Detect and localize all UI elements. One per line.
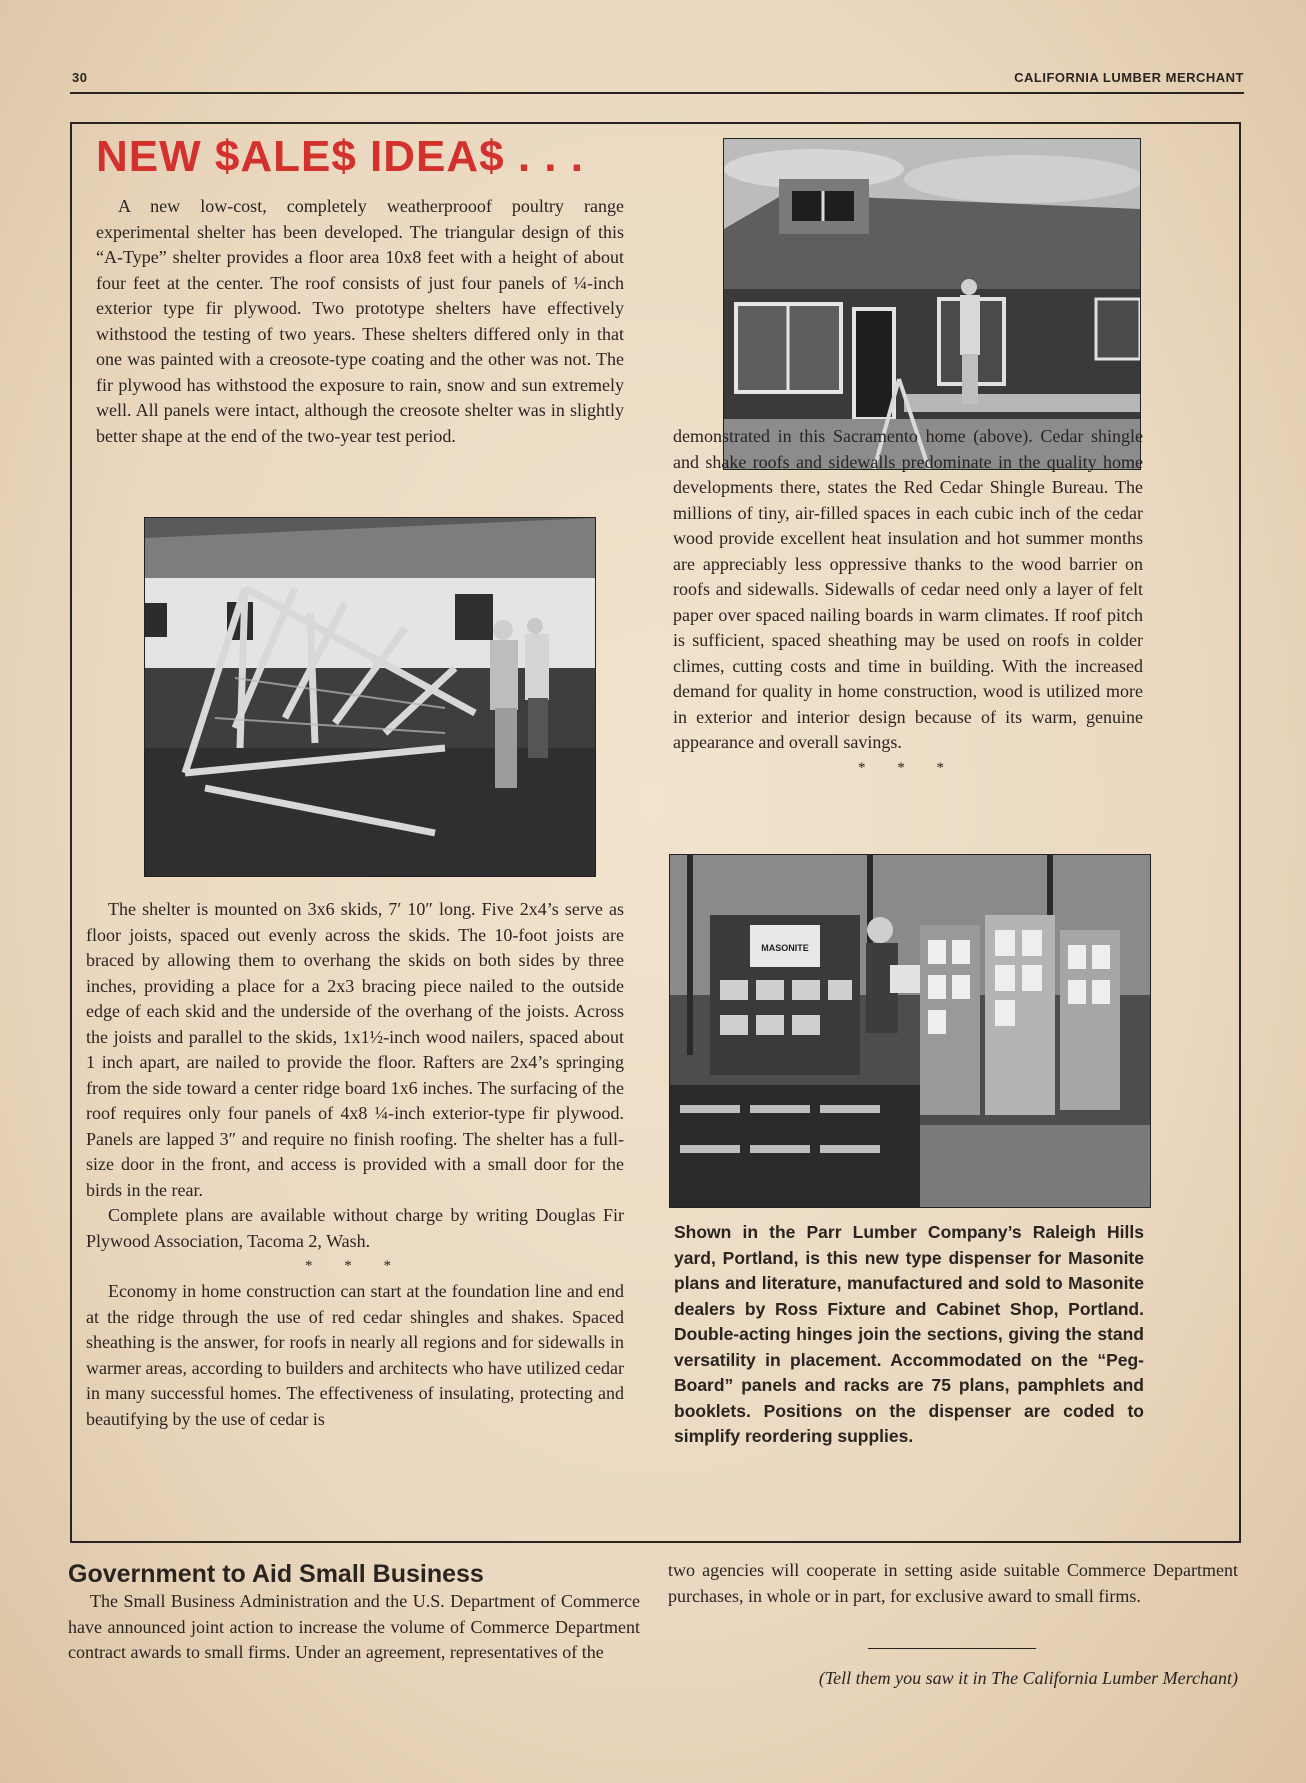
page-header: [70, 66, 1244, 94]
section-separator-right: * * *: [858, 759, 958, 776]
shelter-details-paragraph: The shelter is mounted on 3x6 skids, 7′ 10″ long. Five 2x4’s serve as floor joists, spaced out evenly across the skids. The 10-foot joists are braced by allowing them to overhang the skids on both sides by three inches, providing a place for a 2x3 bracing piece nailed to the outside edge of each skid and the underside of the overhang of the joists. Across the joists and parallel to the skids, 1x1½-inch wood nailers, spaced about 1 inch apart, are nailed to provide the floor. Rafters are 2x4’s springing from the side toward a center ridge board 1x6 inches. The surfacing of the roof requires only four panels of 4x8 ¼-inch exterior-type fir plywood. Panels are lapped 3″ and require no finish roofing. The shelter has a full-size door in the front, and access is provided with a small door for the birds in the rear.: [86, 899, 624, 1200]
sacramento-house-photo: [723, 138, 1141, 470]
feature-box: [70, 122, 1241, 1543]
tagline: (Tell them you saw it in The California Lumber Merchant): [818, 1668, 1238, 1688]
publication-name: CALIFORNIA LUMBER MERCHANT: [1014, 70, 1244, 85]
government-article-title: Government to Aid Small Business: [68, 1560, 484, 1588]
economy-paragraph-start: Economy in home construction can start at the foundation line and end at the ridge through the use of red cedar shingles and shakes. Spaced sheathing is the answer, for roofs in nearly all regions and for sidewalls in warmer areas, according to builders and architects who have utilized cedar in many successful homes. The effectiveness of insulating, protecting and beautifying by the use of cedar is: [86, 1281, 624, 1429]
economy-paragraph-continued: demonstrated in this Sacramento home (above). Cedar shingle and shake roofs and sidewalls predominate in the quality home developments there, states the Red Cedar Shingle Bureau. The millions of tiny, air-filled spaces in each cubic inch of the cedar wood provide excellent heat insulation and hot summer months are appreciably less oppressive thanks to the wood barrier on roofs and sidewalls. Sidewalls of cedar need only a layer of felt paper over spaced nailing boards in warm climates. If roof pitch is sufficient, spaced sheathing may be used on roofs in colder climes, cutting costs and time in building. With the increased demand for quality in home construction, wood is utilized more in exterior and interior design because of its warm, genuine appearance and overall savings.: [673, 426, 1143, 752]
intro-column: [96, 194, 624, 449]
plans-note-paragraph: Complete plans are available without charge by writing Douglas Fir Plywood Association, Tacoma 2, Wash.: [86, 1205, 624, 1251]
masonite-sign-text: MASONITE: [761, 943, 809, 953]
shelter-details-column: [86, 897, 624, 1432]
page-number: 30: [72, 70, 88, 85]
government-paragraph-continued: two agencies will cooperate in setting aside suitable Commerce Department purchases, in whole or in part, for exclusive award to small firms.: [668, 1560, 1238, 1606]
masonite-dispenser-photo: [669, 854, 1151, 1208]
masonite-caption: Shown in the Parr Lumber Company’s Raleigh Hills yard, Portland, is this new type dispenser for Masonite plans and literature, manufactured and sold to Masonite dealers by Ross Fixture and Cabinet Shop, Portland. Double-acting hinges join the sections, giving the stand versatility in placement. Accommodated on the “Peg-Board” panels and racks are 75 plans, pamphlets and booklets. Positions on the dispenser are coded to simplify reordering supplies.: [674, 1222, 1144, 1446]
government-column-right: [668, 1558, 1238, 1609]
government-column-left: [68, 1589, 640, 1666]
government-paragraph-start: The Small Business Administration and the U.S. Department of Commerce have announced joint action to increase the volume of Commerce Department contract awards to small firms. Under an agreement, representatives of the: [68, 1591, 640, 1662]
poultry-shelter-photo: [144, 517, 596, 877]
tagline-rule: [868, 1648, 1036, 1649]
intro-paragraph: A new low-cost, completely weatherprooof poultry range experimental shelter has been developed. The triangular design of this “A-Type” shelter provides a floor area 10x8 feet with a height of about four feet at the center. The roof consists of just four panels of ¼-inch exterior type fir plywood. Two prototype shelters have effectively withstood the testing of two years. These shelters differed only in that one was painted with a creosote-type coating and the other was not. The fir plywood has withstood the exposure to rain, snow and sun extremely well. All panels were intact, although the creosote shelter was in slightly better shape at the end of the two-year test period.: [96, 196, 624, 446]
feature-title: NEW $ALE$ IDEA$ . . .: [96, 132, 584, 181]
economy-continued-column: [673, 424, 1143, 781]
section-separator: * * *: [305, 1258, 405, 1274]
